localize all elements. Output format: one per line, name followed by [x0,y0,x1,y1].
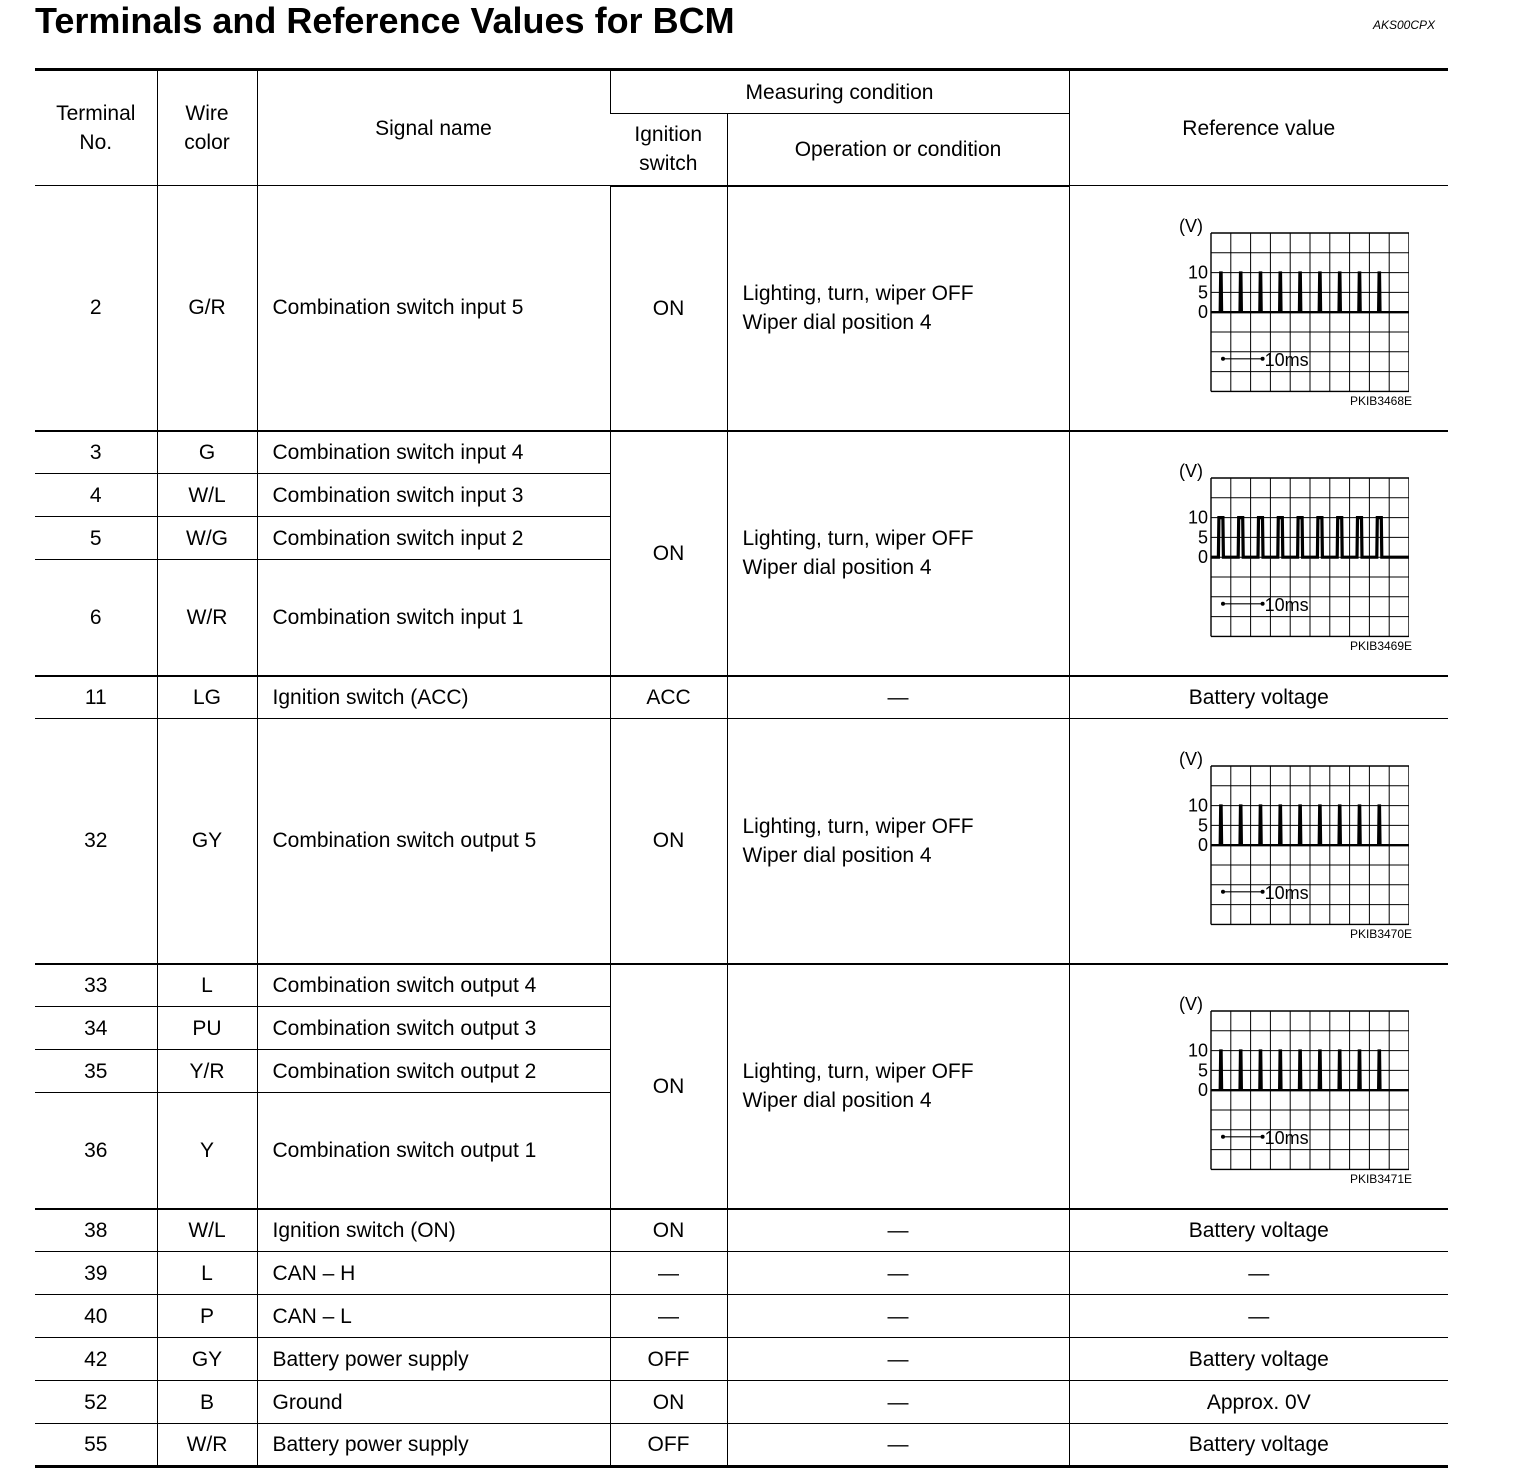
signal-name: CAN – L [257,1295,610,1338]
terminal-no: 39 [35,1252,157,1295]
wire-color: Y [157,1093,257,1209]
ignition-switch: ON [610,964,727,1209]
reference-value: Approx. 0V [1069,1381,1448,1424]
unit-label: (V) [1178,748,1203,769]
condition-line: Lighting, turn, wiper OFF [742,282,974,305]
y-tick-label: 5 [1197,527,1208,548]
condition-line: Wiper dial position 4 [742,843,932,867]
y-tick-label: 0 [1197,834,1208,855]
terminal-no: 52 [35,1381,157,1424]
wire-color: B [157,1381,257,1424]
header-operation-condition: Operation or condition [727,114,1069,186]
reference-value: Battery voltage [1069,1209,1448,1252]
wire-color: W/L [157,474,257,517]
page-title: Terminals and Reference Values for BCM [35,0,735,41]
reference-value: — [1069,1252,1448,1295]
oscilloscope-waveform [1109,208,1409,408]
figure-code: PKIB3471E [1349,1171,1413,1186]
signal-name: Combination switch output 1 [257,1093,610,1209]
wire-color: W/R [157,560,257,676]
time-scale-label: 10ms [1264,882,1309,903]
time-scale-label: 10ms [1264,1127,1309,1148]
reference-value: — [1069,1295,1448,1338]
condition-line: Lighting, turn, wiper OFF [742,1060,974,1083]
header-wire-color: Wire color [157,70,257,186]
signal-name: Ground [257,1381,610,1424]
operation-condition: — [727,1381,1069,1424]
terminal-no: 40 [35,1295,157,1338]
signal-name: Combination switch output 2 [257,1050,610,1093]
signal-name: Combination switch output 3 [257,1007,610,1050]
terminal-no: 34 [35,1007,157,1050]
signal-name: Ignition switch (ON) [257,1209,610,1252]
condition-line: Wiper dial position 4 [742,311,932,334]
wire-color: G [157,431,257,474]
oscilloscope-waveform [1109,453,1409,653]
reference-waveform-cell [1069,964,1448,1209]
operation-condition [727,431,1069,676]
terminal-no: 2 [35,186,157,431]
signal-name: Combination switch input 5 [257,186,610,431]
figure-code: PKIB3468E [1349,393,1413,408]
oscilloscope-waveform [1109,741,1409,941]
time-scale-arrow-head [1221,890,1225,894]
signal-name: Combination switch input 1 [257,560,610,676]
wire-color: L [157,964,257,1007]
header-terminal: Terminal No. [35,70,157,186]
y-tick-label: 10 [1187,1040,1208,1061]
y-tick-label: 5 [1197,282,1208,303]
ignition-switch: ON [610,1381,727,1424]
time-scale-marker [1221,1128,1309,1148]
operation-condition: — [727,1338,1069,1381]
operation-condition: — [727,676,1069,719]
ignition-switch: OFF [610,1424,727,1467]
signal-name: Combination switch input 3 [257,474,610,517]
reference-waveform-cell [1069,431,1448,676]
condition-line: Lighting, turn, wiper OFF [742,527,974,550]
terminal-no: 11 [35,676,157,719]
y-tick-label: 10 [1187,262,1208,283]
wire-color: P [157,1295,257,1338]
terminal-no: 6 [35,560,157,676]
ignition-switch: ON [610,431,727,676]
time-scale-marker [1221,350,1309,370]
operation-condition: — [727,1424,1069,1467]
header-reference-value: Reference value [1069,70,1448,186]
figure-code: PKIB3469E [1349,638,1413,653]
unit-label: (V) [1178,215,1203,236]
signal-name: Combination switch input 2 [257,517,610,560]
ignition-switch: ON [610,186,727,431]
y-tick-label: 0 [1197,301,1208,322]
signal-name: CAN – H [257,1252,610,1295]
wire-color: GY [157,719,257,964]
document-code: AKS00CPX [1373,18,1436,32]
ignition-switch: ON [610,719,727,964]
time-scale-label: 10ms [1264,594,1309,615]
terminal-no: 38 [35,1209,157,1252]
operation-condition [727,964,1069,1209]
operation-condition [727,719,1069,964]
terminal-no: 36 [35,1093,157,1209]
condition-line: Wiper dial position 4 [742,1089,932,1112]
ignition-switch: ACC [610,676,727,719]
oscilloscope-waveform [1109,986,1409,1186]
reference-value: Battery voltage [1069,1424,1448,1467]
header-measuring-condition: Measuring condition [610,70,1069,114]
header-signal-name: Signal name [257,70,610,186]
y-tick-label: 10 [1187,507,1208,528]
condition-line: Lighting, turn, wiper OFF [742,814,974,838]
reference-value: Battery voltage [1069,676,1448,719]
header-ignition-switch: Ignition switch [610,114,727,186]
reference-waveform-cell [1069,719,1448,964]
bcm-terminal-table [35,68,1448,1468]
reference-waveform-cell [1069,186,1448,431]
time-scale-marker [1221,883,1309,903]
wire-color: G/R [157,186,257,431]
time-scale-arrow-head [1221,357,1225,361]
time-scale-arrow-head [1221,602,1225,606]
wire-color: LG [157,676,257,719]
figure-code: PKIB3470E [1349,926,1413,941]
terminal-no: 32 [35,719,157,964]
terminal-no: 33 [35,964,157,1007]
condition-line: Wiper dial position 4 [742,556,932,579]
ignition-switch: ON [610,1209,727,1252]
wire-color: PU [157,1007,257,1050]
terminal-no: 55 [35,1424,157,1467]
y-tick-label: 5 [1197,815,1208,836]
ignition-switch: — [610,1295,727,1338]
operation-condition: — [727,1252,1069,1295]
wire-color: L [157,1252,257,1295]
signal-name: Ignition switch (ACC) [257,676,610,719]
terminal-no: 3 [35,431,157,474]
time-scale-label: 10ms [1264,349,1309,370]
ignition-switch: OFF [610,1338,727,1381]
signal-name: Combination switch output 4 [257,964,610,1007]
wire-color: W/L [157,1209,257,1252]
terminal-no: 5 [35,517,157,560]
time-scale-arrow-head [1221,1135,1225,1139]
wire-color: W/R [157,1424,257,1467]
signal-name: Combination switch input 4 [257,431,610,474]
terminal-no: 35 [35,1050,157,1093]
signal-name: Combination switch output 5 [257,719,610,964]
signal-name: Battery power supply [257,1338,610,1381]
ignition-switch: — [610,1252,727,1295]
time-scale-marker [1221,595,1309,615]
y-tick-label: 5 [1197,1060,1208,1081]
y-tick-label: 0 [1197,1080,1208,1101]
unit-label: (V) [1178,461,1203,481]
y-tick-label: 10 [1187,795,1208,816]
wire-color: GY [157,1338,257,1381]
unit-label: (V) [1178,994,1203,1014]
y-tick-label: 0 [1197,547,1208,568]
terminal-no: 42 [35,1338,157,1381]
operation-condition: — [727,1209,1069,1252]
reference-value: Battery voltage [1069,1338,1448,1381]
terminal-no: 4 [35,474,157,517]
operation-condition [727,186,1069,431]
wire-color: W/G [157,517,257,560]
wire-color: Y/R [157,1050,257,1093]
operation-condition: — [727,1295,1069,1338]
signal-name: Battery power supply [257,1424,610,1467]
